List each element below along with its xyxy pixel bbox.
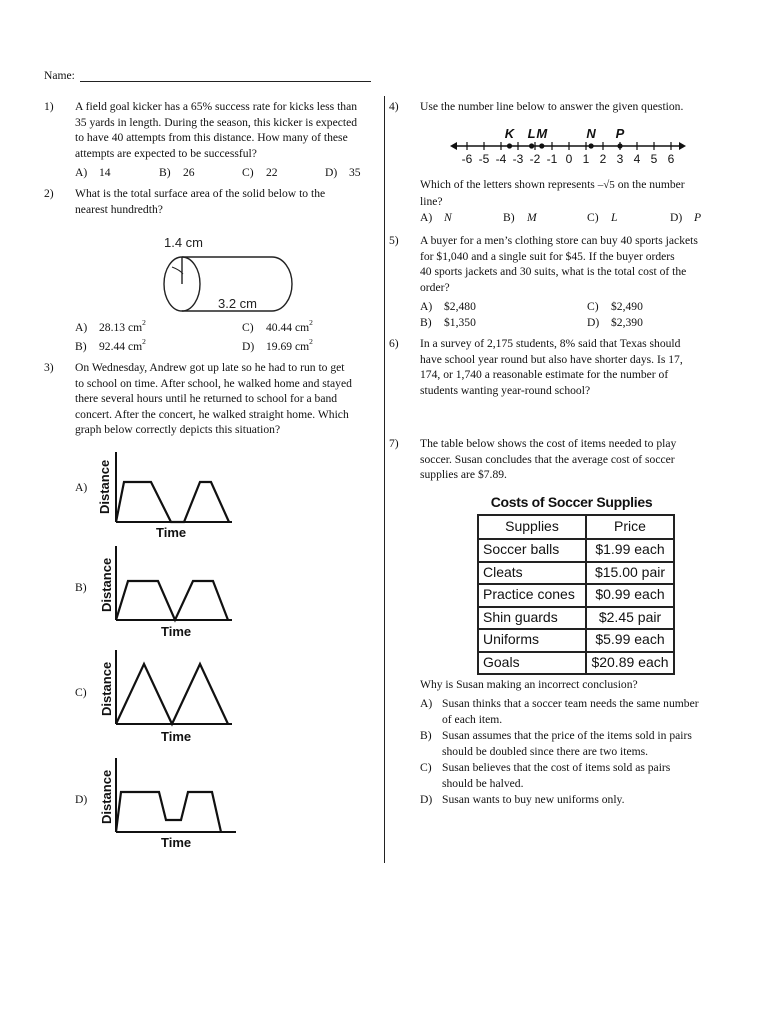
question-4-number: 4)	[389, 100, 399, 113]
point-marker	[507, 143, 512, 148]
table-cell: Uniforms	[478, 629, 586, 652]
q5-choice-b[interactable]: B) $1,350	[420, 316, 476, 329]
table-cell: Soccer balls	[478, 539, 586, 562]
x-axis-label: Time	[156, 525, 187, 540]
q1-choice-a[interactable]: A) 14	[75, 166, 111, 179]
question-7-number: 7)	[389, 437, 399, 450]
point-marker	[589, 143, 594, 148]
x-axis-label: Time	[161, 729, 192, 744]
table-row	[478, 584, 674, 607]
tick-label: -2	[529, 152, 541, 166]
q2-choice-c[interactable]: C) 40.44 $cm^2$	[242, 318, 313, 334]
x-axis-label: Time	[161, 624, 192, 639]
q3-choice-a-letter[interactable]: A)	[75, 481, 88, 494]
question-2-text	[75, 186, 325, 217]
q3-choice-c-letter[interactable]: C)	[75, 686, 87, 699]
y-axis-label: Distance	[97, 459, 112, 514]
q2-line: What is the total surface area of the solid below to the	[75, 187, 326, 200]
x-axis-label: Time	[161, 835, 192, 850]
y-axis-label: Distance	[99, 557, 114, 612]
q7-line: supplies are $7.89.	[420, 468, 507, 482]
question-7-prompt: Why is Susan making an incorrect conclusion?	[420, 678, 638, 691]
tick-label: 5	[650, 152, 658, 166]
column-header: Supplies	[478, 515, 586, 539]
tick-label: 0	[565, 152, 573, 166]
point-marker	[617, 143, 622, 148]
cylinder-figure	[150, 232, 300, 314]
question-6-number: 6)	[389, 337, 399, 350]
q1-choice-b[interactable]: B) 26	[159, 166, 195, 179]
question-3-number: 3)	[44, 361, 54, 374]
tick-label: -6	[461, 152, 473, 166]
table-cell: Practice cones	[478, 584, 586, 607]
q1-choice-c[interactable]: C) 22	[242, 166, 278, 179]
q3-line: to school on time. After school, he walked home and stayed	[75, 376, 352, 390]
q3-line: there several hours until he returned to school for a band	[75, 392, 338, 406]
table-cell: $15.00 pair	[586, 562, 674, 585]
q3-graph-c[interactable]	[94, 648, 244, 746]
name-blank-line[interactable]	[80, 81, 371, 82]
tick-label: 4	[633, 152, 641, 166]
q3-choice-d-letter[interactable]: D)	[75, 793, 88, 806]
point-label: N	[586, 126, 596, 141]
question-1-text	[75, 99, 357, 161]
q6-line: have school year round but also have shorter days. Is 17,	[420, 352, 683, 366]
q1-line: to have 40 attempts from this distance. How many of these	[75, 131, 348, 145]
table-row	[478, 607, 674, 630]
tick-label: 2	[599, 152, 607, 166]
table-row	[478, 629, 674, 652]
soccer-supplies-table	[477, 514, 675, 675]
q2-line: nearest hundredth?	[75, 202, 163, 216]
table-cell: $2.45 pair	[586, 607, 674, 630]
tick-label: -5	[478, 152, 490, 166]
question-7-text	[420, 436, 676, 483]
q6-line: students wanting year-round school?	[420, 383, 591, 397]
y-axis-label: Distance	[99, 769, 114, 824]
table-row	[478, 562, 674, 585]
question-5-number: 5)	[389, 234, 399, 247]
q3-graph-d[interactable]	[94, 756, 244, 853]
q5-choice-c[interactable]: C) $2,490	[587, 300, 643, 313]
length-label: 3.2 cm	[218, 296, 258, 311]
q3-graph-b[interactable]	[94, 544, 244, 641]
q6-line: 174, or 1,740 a reasonable estimate for the number of	[420, 368, 669, 382]
q1-line: 35 yards in length. During the season, this kicker is expected	[75, 115, 358, 129]
q5-line: A buyer for a men’s clothing store can buy 40 sports jackets	[420, 234, 698, 247]
q1-line: attempts are expected to be successful?	[75, 146, 257, 160]
table-cell: $20.89 each	[586, 652, 674, 675]
question-2-number: 2)	[44, 187, 54, 200]
left-arrow-icon	[450, 142, 457, 150]
tick-label: 1	[582, 152, 590, 166]
question-3-text	[75, 360, 352, 438]
tick-label: -4	[495, 152, 507, 166]
question-4-prompt: Which of the letters shown represents –√5 on the number line?	[420, 178, 685, 208]
q3-choice-b-letter[interactable]: B)	[75, 581, 87, 594]
point-label: P	[615, 126, 625, 141]
name-label: Name:	[44, 69, 75, 82]
point-label: K	[504, 126, 515, 141]
table-cell: $0.99 each	[586, 584, 674, 607]
tick-label: -1	[546, 152, 558, 166]
q5-line: order?	[420, 280, 450, 294]
radius-label: 1.4 cm	[164, 235, 204, 250]
tick-label: 3	[616, 152, 624, 166]
question-5-text	[420, 233, 698, 295]
q3-graph-a[interactable]	[94, 448, 244, 543]
table-cell: $1.99 each	[586, 539, 674, 562]
table-cell: Goals	[478, 652, 586, 675]
table-cell: Shin guards	[478, 607, 586, 630]
q5-choice-d[interactable]: D) $2,390	[587, 316, 643, 329]
point-label: M	[536, 126, 548, 141]
point-marker	[529, 143, 534, 148]
q4-choice-b[interactable]: B) M	[503, 211, 537, 224]
table-row	[478, 652, 674, 675]
table-cell: $5.99 each	[586, 629, 674, 652]
number-line	[448, 124, 688, 168]
column-header: Price	[586, 515, 674, 539]
question-4-text: Use the number line below to answer the given question.	[420, 100, 684, 113]
q7-line: The table below shows the cost of items needed to play	[420, 437, 677, 450]
q3-line: concert. After the concert, he walked straight home. Which	[75, 407, 349, 421]
q2-choice-b[interactable]: B) 92.44 $cm^2$	[75, 337, 146, 353]
q5-line: for $1,040 and a single suit for $45. If the buyer orders	[420, 249, 675, 263]
table-cell: Cleats	[478, 562, 586, 585]
q2-choice-a[interactable]: A) 28.13 $cm^2$	[75, 318, 146, 334]
q1-line: A field goal kicker has a 65% success rate for kicks less than	[75, 100, 358, 113]
column-divider	[384, 96, 385, 863]
q4-choice-a[interactable]: A) N	[420, 211, 452, 224]
q3-line: graph below correctly depicts this situation?	[75, 423, 281, 437]
y-axis-label: Distance	[99, 661, 114, 716]
q4-choice-d[interactable]: D) P	[670, 211, 702, 224]
right-arrow-icon	[679, 142, 686, 150]
question-1-number: 1)	[44, 100, 54, 113]
point-marker	[539, 143, 544, 148]
point-label: L	[527, 126, 536, 141]
table-header-row	[478, 515, 674, 539]
q4-choice-c[interactable]: C) L	[587, 211, 618, 224]
tick-label: 6	[667, 152, 675, 166]
q1-choice-d[interactable]: D) 35	[325, 166, 361, 179]
q2-choice-d[interactable]: D) 19.69 $cm^2$	[242, 337, 313, 353]
q7-line: soccer. Susan concludes that the average cost of soccer	[420, 452, 675, 466]
q6-line: In a survey of 2,175 students, 8% said that Texas should	[420, 337, 681, 350]
q5-choice-a[interactable]: A) $2,480	[420, 300, 476, 313]
table-title: Costs of Soccer Supplies	[490, 494, 653, 510]
q3-line: On Wednesday, Andrew got up late so he had to run to get	[75, 361, 345, 374]
tick-label: -3	[512, 152, 524, 166]
negative-root-five: –√5	[597, 179, 615, 191]
table-row	[478, 539, 674, 562]
question-6-text	[420, 336, 683, 398]
q5-line: 40 sports jackets and 30 suits, what is the total cost of the	[420, 265, 687, 279]
